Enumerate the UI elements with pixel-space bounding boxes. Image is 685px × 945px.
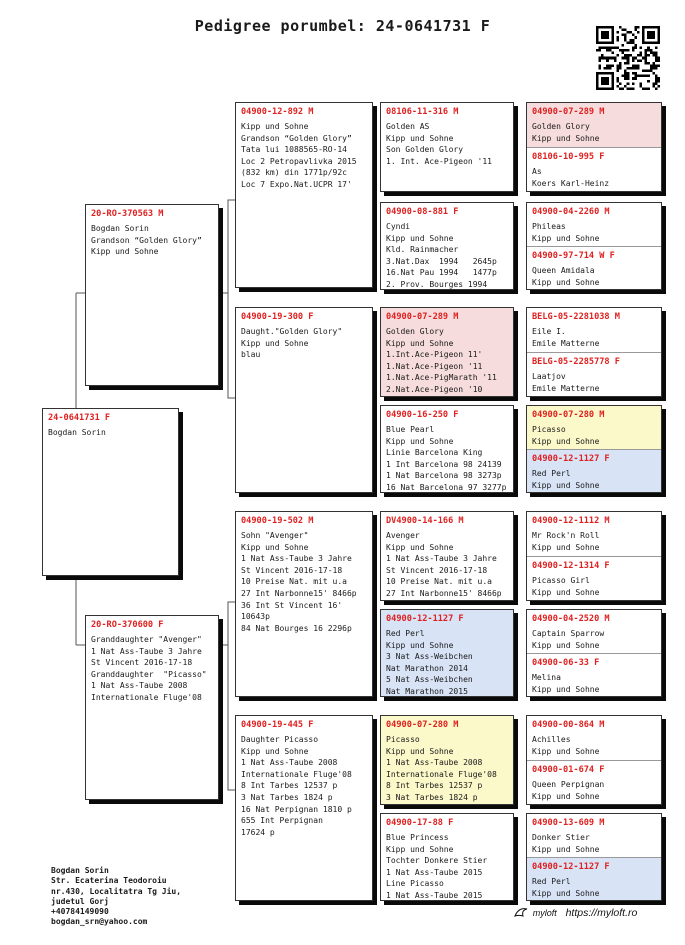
owner-contact [51, 866, 181, 928]
pedigree-line: Kipp und Sohne [241, 122, 309, 131]
great-grandparent-box [380, 405, 514, 493]
pedigree-line: Kipp und Sohne [386, 844, 454, 854]
pedigree-line: Son Golden Glory [386, 145, 464, 155]
ring-number: 04900-07-280 M [532, 410, 605, 420]
pedigree-line: Kipp und Sohne [386, 640, 454, 650]
ring-number: 04900-19-445 F [241, 720, 314, 730]
gen4-sire-cell [527, 716, 661, 760]
ring-number: 04900-04-2520 M [532, 614, 610, 624]
subject-cell [43, 409, 178, 576]
gen4-dam-cell [527, 352, 661, 397]
pedigree-line: St Vincent 2016-17-18 [241, 565, 343, 575]
pedigree-line: Granddaughter "Picasso" [91, 669, 207, 679]
pedigree-line: Kipp und Sohne [532, 436, 600, 446]
pedigree-line: 16 Nat Barcelona 97 3277p [386, 482, 507, 492]
pedigree-line: Kipp und Sohne [386, 233, 454, 243]
ring-number: BELG-05-2281038 M [532, 312, 620, 322]
pedigree-line: 10 Preise Nat. mit u.a [241, 577, 347, 587]
gen4-sire-cell [527, 203, 661, 246]
owner-name: Bogdan Sorin [51, 866, 109, 875]
ring-number: 04900-19-300 F [241, 312, 314, 322]
pedigree-line: 5 Nat Ass-Weibchen [386, 675, 473, 685]
pedigree-line: Nat Marathon 2015 [386, 686, 468, 696]
gen4-sire-cell [527, 814, 661, 857]
pedigree-line: Picasso [386, 735, 420, 744]
pedigree-line: 3 Nat Ass-Weibchen [386, 652, 473, 662]
brand-logo-text: myloft [532, 908, 557, 918]
pedigree-line: Kld. Rainmacher [386, 245, 459, 255]
gen4-pair-box [526, 609, 662, 697]
gen4-pair-box [526, 307, 662, 397]
pedigree-line: Sohn "Avenger" [241, 531, 309, 540]
gen4-sire-cell [527, 406, 661, 449]
great-grandparent-cell [381, 512, 513, 601]
grandparent-cell [236, 308, 372, 493]
pedigree-line: Emile Matterne [532, 383, 600, 393]
ring-number: 04900-01-674 F [532, 765, 605, 775]
pedigree-line: 1 Nat Ass-Taube 2008 [91, 681, 188, 691]
pedigree-line: Red Perl [532, 877, 571, 886]
pedigree-line: Picasso Girl [532, 576, 590, 585]
ring-number: DV4900-14-166 M [386, 516, 464, 526]
pedigree-line: 10643p [241, 612, 270, 622]
pedigree-line: Kipp und Sohne [241, 746, 309, 756]
pedigree-line: 1 Nat Barcelona 98 3273p [386, 471, 502, 481]
gen4-pair-box [526, 405, 662, 493]
pedigree-line: 84 Nat Bourges 16 2296p [241, 623, 352, 633]
pedigree-line: Golden Glory [532, 122, 590, 131]
pedigree-line: Kipp und Sohne [241, 338, 309, 348]
pedigree-line: Kipp und Sohne [386, 436, 454, 446]
owner-street: Str. Ecaterina Teodoroiu [51, 876, 167, 886]
pedigree-line: Loc 2 Petropavlivka 2015 [241, 156, 357, 166]
pedigree-line: Kipp und Sohne [532, 587, 600, 597]
pedigree-line: 1. Int. Ace-Pigeon '11 [386, 156, 492, 166]
pedigree-line: Tochter Donkere Stier [386, 856, 488, 866]
gen4-dam-cell [527, 857, 661, 901]
pedigree-line: Kipp und Sohne [386, 746, 454, 756]
pedigree-line: Daughter Picasso [241, 735, 319, 744]
grandparent-box [235, 511, 373, 697]
gen4-pair-box [526, 202, 662, 290]
pedigree-line: 3.Nat.Dax 1994 2645p [386, 256, 497, 266]
page-title: Pedigree porumbel: 24-0641731 F [194, 17, 491, 35]
pedigree-line: Kipp und Sohne [91, 247, 159, 257]
pedigree-line: Queen Perpignan [532, 780, 605, 789]
pedigree-line: 1 Nat Ass-Taube 2008 [241, 758, 338, 768]
pedigree-line: Nat Marathon 2014 [386, 663, 468, 673]
pedigree-line: Phileas [532, 222, 566, 231]
pedigree-line: Line Picasso [386, 879, 444, 889]
ring-number: 04900-12-1127 F [386, 614, 464, 624]
parent-cell [86, 205, 218, 386]
gen4-pair-box [526, 813, 662, 901]
pedigree-line: 1 Nat Ass-Taube 2015 [386, 867, 483, 877]
pedigree-line: Emile Matterne [532, 338, 600, 348]
parent-box [85, 204, 219, 386]
great-grandparent-box [380, 715, 514, 805]
pedigree-line: Cyndi [386, 222, 411, 231]
grandparent-box [235, 102, 373, 288]
pedigree-line: Bogdan Sorin [91, 224, 149, 233]
grandparent-cell [236, 103, 372, 288]
qr-code [596, 26, 660, 90]
pedigree-line: Internationale Fluge'08 [386, 769, 497, 779]
pedigree-line: Kipp und Sohne [386, 133, 454, 143]
pedigree-line: Kipp und Sohne [241, 542, 309, 552]
pedigree-line: Red Perl [386, 629, 425, 638]
gen4-dam-cell [527, 556, 661, 601]
pedigree-line: Kipp und Sohne [532, 233, 600, 243]
ring-number: 04900-12-1112 M [532, 516, 610, 526]
pedigree-line: 27 Int Narbonne15' 8466p [386, 588, 502, 598]
ring-number: 24-0641731 F [48, 413, 111, 423]
pedigree-line: 655 Int Perpignan [241, 816, 323, 826]
ring-number: 04900-16-250 F [386, 410, 459, 420]
pedigree-line: Kipp und Sohne [532, 542, 600, 552]
pedigree-line: Captain Sparrow [532, 629, 605, 638]
grandparent-box [235, 715, 373, 901]
pedigree-line: 10 Preise Nat. mit u.a [386, 577, 492, 587]
pedigree-line: 1.Int.Ace-Pigeon 11' [386, 350, 483, 360]
ring-number: 20-RO-370600 F [91, 620, 164, 630]
gen4-sire-cell [527, 610, 661, 653]
pedigree-line: Kipp und Sohne [386, 338, 454, 348]
ring-number: 08106-10-995 F [532, 152, 605, 162]
pedigree-line: Golden Glory [386, 327, 444, 336]
ring-number: 04900-12-1127 F [532, 454, 610, 464]
grandparent-cell [236, 512, 372, 697]
great-grandparent-cell [381, 814, 513, 901]
pedigree-line: Kipp und Sohne [532, 277, 600, 287]
pedigree-line: 16 Nat Perpignan 1810 p [241, 804, 352, 814]
ring-number: BELG-05-2285778 F [532, 357, 620, 367]
pedigree-line: 1 Nat Ass-Taube 3 Jahre [91, 646, 202, 656]
owner-county: judetul Gorj [51, 896, 109, 906]
ring-number: 04900-12-892 M [241, 107, 314, 117]
pedigree-line: Bogdan Sorin [48, 428, 106, 437]
pedigree-line: St Vincent 2016-17-18 [91, 658, 193, 668]
pedigree-line: 2.Nat.Ace-Pigeon '10 [386, 384, 483, 394]
pedigree-line: Blue Pearl [386, 425, 435, 434]
pedigree-line: Kipp und Sohne [532, 844, 600, 854]
ring-number: 04900-12-1314 F [532, 561, 610, 571]
ring-number: 04900-06-33 F [532, 658, 600, 668]
gen4-dam-cell [527, 246, 661, 290]
ring-number: 04900-17-88 F [386, 818, 454, 828]
pedigree-line: 8 Int Tarbes 12537 p [241, 781, 338, 791]
great-grandparent-cell [381, 103, 513, 192]
great-grandparent-box [380, 511, 514, 601]
gen4-sire-cell [527, 103, 661, 147]
gen4-pair-box [526, 715, 662, 805]
owner-address: nr.430, Localitatra Tg Jiu, [51, 886, 182, 896]
great-grandparent-cell [381, 716, 513, 805]
pedigree-line: Grandson “Golden Glory” [241, 133, 352, 143]
ring-number: 04900-04-2260 M [532, 207, 610, 217]
pedigree-line: Mr Rock'n Roll [532, 531, 600, 540]
pedigree-line: Golden AS [386, 122, 430, 131]
pedigree-line: 3 Nat Tarbes 1824 p [241, 792, 333, 802]
pedigree-line: Kipp und Sohne [532, 133, 600, 143]
pedigree-line: 1.Nat.Ace-Pigeon '11 [386, 361, 483, 371]
pedigree-line: Kipp und Sohne [532, 480, 600, 490]
great-grandparent-box [380, 307, 514, 397]
ring-number: 04900-97-714 W F [532, 251, 615, 261]
ring-number: 04900-07-289 M [386, 312, 459, 322]
pedigree-line: 1 Nat Ass-Taube 2015 [386, 890, 483, 900]
pedigree-line: 1 Nat Ass-Taube 3 Jahre [241, 554, 352, 564]
pedigree-line: Kipp und Sohne [386, 542, 454, 552]
pedigree-line: Eile I. [532, 327, 566, 336]
ring-number: 04900-07-280 M [386, 720, 459, 730]
pedigree-line: Donker Stier [532, 833, 590, 842]
pedigree-line: Achilles [532, 735, 571, 744]
pedigree-line: Avenger [386, 531, 420, 540]
gen4-sire-cell [527, 308, 661, 352]
ring-number: 08106-11-316 M [386, 107, 459, 117]
pedigree-line: 1 Int Barcelona 98 24139 [386, 459, 502, 469]
pedigree-line: Kipp und Sohne [532, 746, 600, 756]
great-grandparent-box [380, 202, 514, 290]
gen4-dam-cell [527, 760, 661, 805]
pedigree-line: Kipp und Sohne [532, 640, 600, 650]
gen4-dam-cell [527, 653, 661, 697]
pedigree-line: 36 Int St Vincent 16' [241, 600, 343, 610]
ring-number: 04900-12-1127 F [532, 862, 610, 872]
pedigree-line: Picasso [532, 425, 566, 434]
owner-email: bogdan_srn@yahoo.com [51, 917, 148, 927]
owner-phone: +40784149090 [51, 907, 109, 917]
great-grandparent-cell [381, 406, 513, 493]
ring-number: 04900-19-502 M [241, 516, 314, 526]
pedigree-line: Tata lui 1088565-RO-14 [241, 145, 347, 155]
ring-number: 04900-13-609 M [532, 818, 605, 828]
pedigree-line: Granddaughter "Avenger" [91, 635, 202, 644]
pedigree-line: Melina [532, 673, 561, 682]
pedigree-line: Linie Barcelona King [386, 448, 483, 458]
gen4-sire-cell [527, 512, 661, 556]
great-grandparent-box [380, 813, 514, 901]
gen4-pair-box [526, 511, 662, 601]
grandparent-cell [236, 716, 372, 901]
pedigree-line: 17624 p [241, 827, 275, 837]
pedigree-line: 1 Nat Ass-Taube 2008 [386, 758, 483, 768]
brand-url[interactable]: https://myloft.ro [565, 907, 638, 919]
pedigree-line: Kipp und Sohne [532, 684, 600, 694]
parent-cell [86, 616, 218, 800]
ring-number: 04900-00-864 M [532, 720, 605, 730]
pedigree-line: Blue Princess [386, 833, 449, 842]
pedigree-line: As [532, 167, 542, 176]
great-grandparent-cell [381, 308, 513, 397]
brand-footer [514, 907, 637, 919]
grandparent-box [235, 307, 373, 493]
pedigree-line: 1 Nat Ass-Taube 3 Jahre [386, 554, 497, 564]
pedigree-line: Internationale Fluge'08 [241, 769, 352, 779]
gen4-dam-cell [527, 449, 661, 493]
pedigree-line: St Vincent 2016-17-18 [386, 565, 488, 575]
ring-number: 04900-08-881 F [386, 207, 459, 217]
pedigree-line: Daught."Golden Glory" [241, 327, 343, 336]
pedigree-line: Koers Karl-Heinz [532, 178, 610, 188]
pedigree-line: 16.Nat Pau 1994 1477p [386, 268, 497, 278]
ring-number: 20-RO-370563 M [91, 209, 164, 219]
pedigree-line: blau [241, 350, 261, 360]
subject-box [42, 408, 179, 576]
pedigree-line: Internationale Fluge'08 [91, 692, 202, 702]
great-grandparent-cell [381, 610, 513, 697]
pedigree-line: Grandson “Golden Glory” [91, 235, 202, 245]
pedigree-line: 2. Prov. Bourges 1994 [386, 279, 488, 289]
ring-number: 04900-07-289 M [532, 107, 605, 117]
pedigree-line: Queen Amidala [532, 266, 595, 275]
great-grandparent-box [380, 102, 514, 192]
parent-box [85, 615, 219, 800]
great-grandparent-box [380, 609, 514, 697]
gen4-dam-cell [527, 147, 661, 192]
pedigree-line: 8 Int Tarbes 12537 p [386, 781, 483, 791]
gen4-pair-box [526, 102, 662, 192]
pedigree-line: Red Perl [532, 469, 571, 478]
pedigree-line: 1.Nat.Ace-PigMarath '11 [386, 373, 497, 383]
pedigree-line: (832 km) din 1771p/92c [241, 168, 347, 178]
pedigree-line: Loc 7 Expo.Nat.UCPR 17' [241, 179, 352, 189]
pedigree-line: Kipp und Sohne [532, 791, 600, 801]
pedigree-line: 3 Nat Tarbes 1824 p [386, 792, 478, 802]
bird-logo-icon [514, 907, 528, 919]
pedigree-line: Kipp und Sohne [532, 888, 600, 898]
pedigree-line: 27 Int Narbonne15' 8466p [241, 588, 357, 598]
great-grandparent-cell [381, 203, 513, 290]
pedigree-line: Laatjov [532, 372, 566, 381]
